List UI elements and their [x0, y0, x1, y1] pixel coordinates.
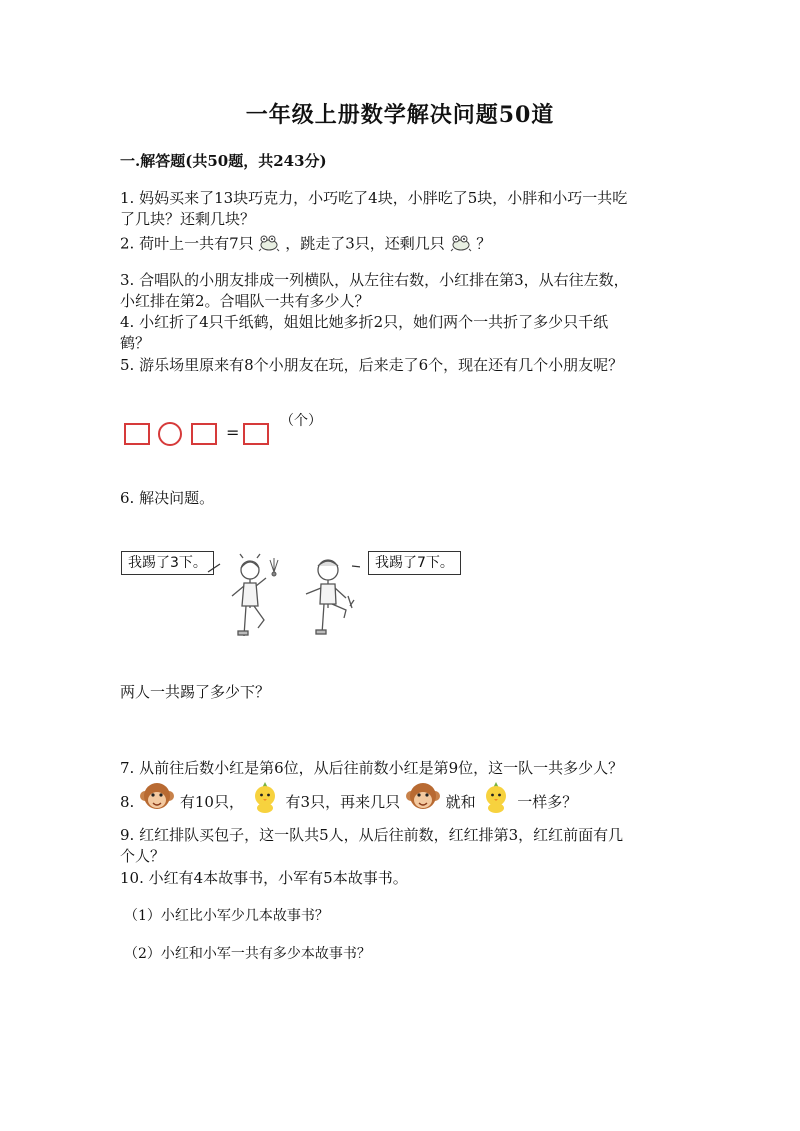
chick-icon	[249, 780, 281, 826]
answer-box	[191, 423, 217, 445]
question-2-part-3: ？	[476, 234, 492, 253]
question-10-sub-1: （1）小红比小军少几本故事书？	[124, 908, 329, 924]
page-title: 一年级上册数学解决问题50道	[245, 102, 555, 128]
question-3-line-1: 3. 合唱队的小朋友排成一列横队，从左往右数，小红排在第3，从右往左数，	[120, 271, 629, 289]
question-8-part-4: 就和	[445, 793, 476, 811]
operator-circle	[158, 422, 182, 446]
question-9-line-1: 9. 红红排队买包子，这一队共5人，从后往前数，红红排第3，红红前面有几	[120, 826, 624, 844]
question-8-part-5: 一样多？	[517, 793, 578, 811]
question-5: 5. 游乐场里原来有8个小朋友在玩，后来走了6个，现在还有几个小朋友呢？	[120, 356, 624, 374]
answer-box	[243, 423, 269, 445]
question-4-line-2: 鹤？	[120, 334, 151, 352]
frog-icon	[450, 232, 472, 257]
question-1-line-1: 1. 妈妈买来了13块巧克力，小巧吃了4块，小胖吃了5块，小胖和小巧一共吃	[120, 189, 628, 207]
question-3-line-2: 小红排在第2。合唱队一共有多少人？	[120, 292, 370, 310]
speech-bubble-boy: 我踢了7下。	[368, 551, 461, 575]
equals-sign: =	[226, 423, 240, 442]
question-7: 7. 从前往后数小红是第6位，从后往前数小红是第9位，这一队一共多少人？	[120, 759, 624, 777]
question-8-part-2: 有10只，	[179, 793, 244, 811]
monkey-icon	[139, 780, 175, 826]
question-6: 6. 解决问题。	[120, 489, 215, 507]
kids-kicking-shuttlecock-illustration	[200, 548, 360, 648]
question-9-line-2: 个人？	[120, 847, 166, 865]
question-4-line-1: 4. 小红折了4只千纸鹤，姐姐比她多折2只，她们两个一共折了多少只千纸	[120, 313, 609, 331]
section-heading: 一.解答题(共50题，共243分)	[120, 152, 327, 170]
question-1-line-2: 了几块？还剩几块？	[120, 210, 256, 228]
question-2-part-1: 2. 荷叶上一共有7只	[120, 234, 254, 253]
question-8-part-1: 8.	[120, 793, 135, 811]
speech-bubble-girl: 我踢了3下。	[121, 551, 214, 575]
question-10-sub-2: （2）小红和小军一共有多少本故事书？	[124, 946, 371, 962]
monkey-icon	[405, 780, 441, 826]
question-2-part-2: ，跳走了3只，还剩几只	[285, 234, 445, 253]
question-6-prompt: 两人一共踢了多少下？	[120, 683, 271, 701]
question-2	[120, 232, 491, 257]
chick-icon	[480, 780, 512, 826]
answer-box	[124, 423, 150, 445]
unit-label: （个）	[280, 413, 322, 429]
question-10: 10. 小红有4本故事书，小军有5本故事书。	[120, 869, 408, 887]
question-8-part-3: 有3只，再来几只	[285, 793, 401, 811]
frog-icon	[258, 232, 280, 257]
question-8	[120, 780, 577, 826]
